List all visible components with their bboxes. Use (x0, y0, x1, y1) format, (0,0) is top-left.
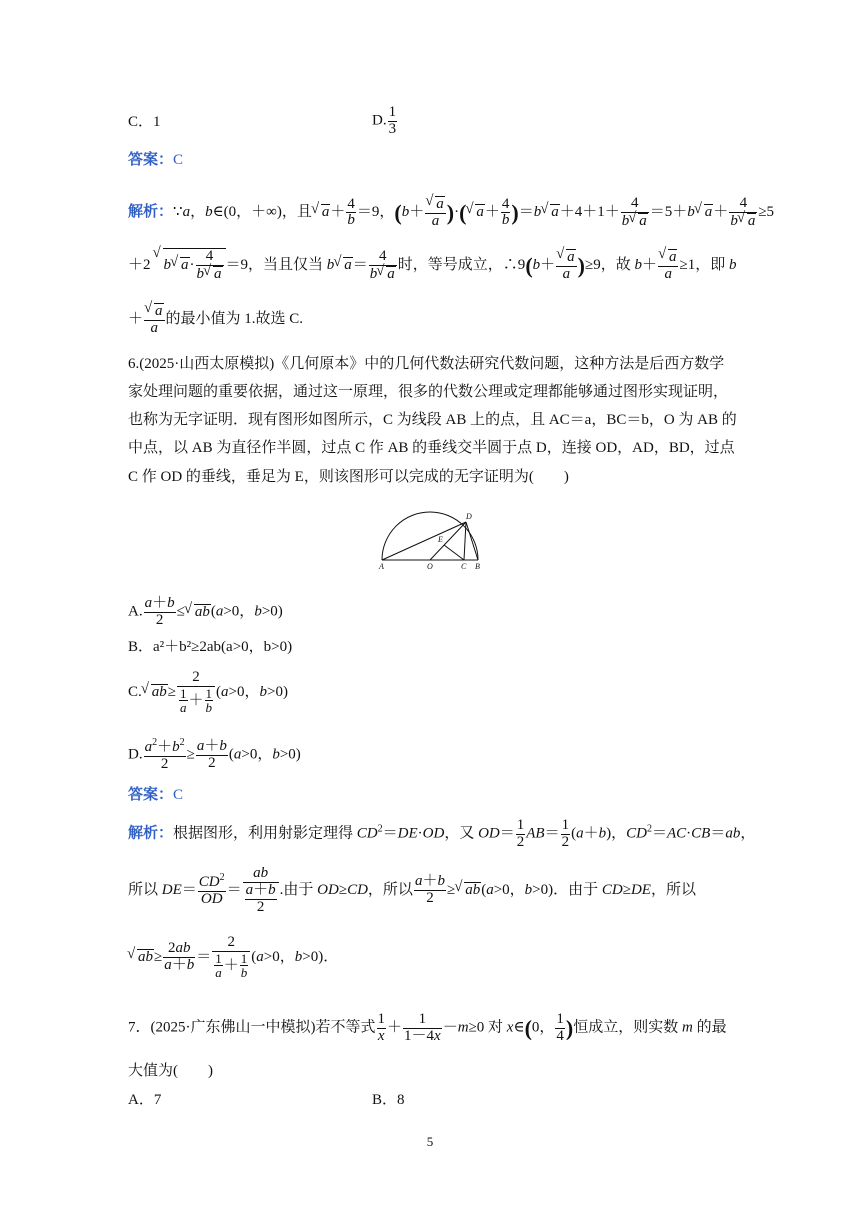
q6-option-a: A. $\frac{a+b}{2}$ ≤√ ab(a>0，b>0) (128, 596, 283, 629)
q6-analysis-line-3: √ ab≥ $\frac{2ab}{a+b}$ ＝ 2 $\frac{1}{a}$ ＋ $\frac{1}{b}$ (a>0，b>0)． (128, 935, 338, 980)
q7-stem-line-1: 7．(2025·广东佛山一中模拟)若不等式 $\frac{1}{x}$ ＋ $\frac{1}{1-4x}$ －m≥0 对 x∈(0， $\frac{1}{4}$ )恒成立，则实数 m 的最 (128, 1011, 727, 1044)
q7-option-a: A．7 (128, 1092, 162, 1108)
q6-answer: 答案：C (128, 787, 184, 803)
q7-option-b: B．8 (372, 1092, 405, 1108)
label-b: B (475, 562, 480, 571)
q6-analysis-line-1: 解析：根据图形，利用射影定理得 $CD^2=DE\cdot OD$，又 OD＝ $\frac{1}{2}$ AB＝ $\frac{1}{2}$ (a＋b)，$CD^2=AC\cdot CB=ab$， (128, 817, 756, 850)
label-a: A (379, 562, 384, 571)
answer: 答案：C (128, 152, 184, 168)
q6-analysis-line-2: 所以 DE＝ $\frac{CD^2}{OD}$ ＝ $\frac{ab}{\frac{a+b}{2}}$ .由于 OD≥CD，所以 $\frac{a+b}{2}$ ≥√ ab(a>0，b>0)．由于 CD≥DE，所以 (128, 866, 696, 915)
q6-stem-line-1: 6.(2025·山西太原模拟)《几何原本》中的几何代数法研究代数问题，这种方法是后西方数学 (128, 356, 725, 372)
analysis-line-1: 解析：∵a，b∈(0，＋∞)，且√ a＋ $\frac{4}{b}$ ＝9，(b＋ √ $\frac{a}{a}$ )·(√ a＋ $\frac{4}{b}$ )＝b√ a＋4＋1＋ $\frac{4}{b√ a}$ ＝5＋b√ a＋ $\frac{4}{b√ a}$ ≥5 (128, 196, 774, 230)
option-c: C．1 (128, 114, 161, 130)
q6-stem-line-3: 也称为无字证明．现有图形如图所示，C 为线段 AB 上的点，且 AC＝a，BC＝b，O 为 AB 的 (128, 412, 737, 428)
option-d: D. $\frac{1}{3}$ (372, 104, 397, 137)
semicircle-figure (372, 505, 492, 573)
q6-stem-line-4: 中点，以 AB 为直径作半圆，过点 C 作 AB 的垂线交半圆于点 D，连接 OD，AD，BD，过点 (128, 440, 735, 456)
label-c: C (461, 562, 467, 571)
analysis-line-3: ＋ √ $\frac{a}{a}$ 的最小值为 1.故选 C. (128, 303, 303, 337)
q6-option-d: D. $\frac{a^2+b^2}{2}$ ≥ $\frac{a+b}{2}$ (a>0，b>0) (128, 737, 301, 772)
label-o: O (427, 562, 433, 571)
analysis-line-2: ＋2√ b√ a· $\frac{4}{b√ a}$ ＝9，当且仅当 b√ a＝ $\frac{4}{b√ a}$ 时，等号成立，∴9(b＋ √ $\frac{a}{a}$ )≥9，故 b＋ √ $\frac{a}{a}$ ≥1，即 b (128, 248, 736, 283)
label-e: E (438, 535, 443, 544)
q6-stem-line-2: 家处理问题的重要依据，通过这一原理，很多的代数公理或定理都能够通过图形实现证明， (128, 384, 729, 400)
q6-option-c: C.√ ab≥ 2 $\frac{1}{a}$ ＋ $\frac{1}{b}$ (a>0，b>0) (128, 670, 288, 715)
q6-option-b: B．a²＋b²≥2ab(a>0，b>0) (128, 639, 293, 655)
label-d: D (466, 512, 472, 521)
page-number: 5 (426, 1134, 434, 1149)
q7-stem-line-2: 大值为( ) (128, 1063, 213, 1079)
q6-stem-line-5: C 作 OD 的垂线，垂足为 E，则该图形可以完成的无字证明为( ) (128, 469, 569, 485)
